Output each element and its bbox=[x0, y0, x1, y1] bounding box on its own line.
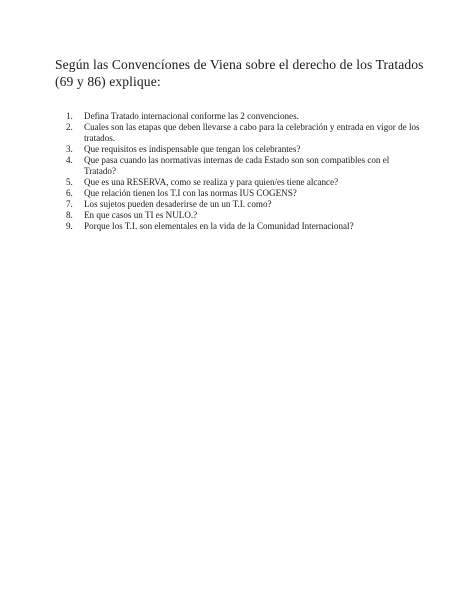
question-item bbox=[66, 111, 421, 122]
question-number: 7. bbox=[66, 199, 73, 209]
question-number: 6. bbox=[66, 188, 73, 198]
question-number: 9. bbox=[66, 221, 73, 231]
question-text: Defina Tratado internacional conforme las 2 convenciones. bbox=[84, 111, 299, 121]
question-number: 5. bbox=[66, 177, 73, 187]
document-heading: Según las Convencíones de Viena sobre el derecho de los Tratados (69 y 86) explique: bbox=[55, 57, 424, 89]
question-text: Los sujetos pueden desaderirse de un un T.I. como? bbox=[84, 199, 272, 209]
question-item bbox=[66, 122, 421, 144]
question-item bbox=[66, 188, 421, 199]
question-number: 2. bbox=[66, 122, 73, 132]
question-number: 3. bbox=[66, 144, 73, 154]
question-text: Que es una RESERVA, como se realiza y para quien/es tiene alcance? bbox=[84, 177, 339, 187]
question-item bbox=[66, 155, 421, 177]
question-text: Que requisitos es indispensable que tengan los celebrantes? bbox=[84, 144, 301, 154]
question-text: En que casos un TI es NULO.? bbox=[84, 210, 198, 220]
question-item bbox=[66, 210, 421, 221]
question-item bbox=[66, 177, 421, 188]
question-number: 1. bbox=[66, 111, 73, 121]
question-text: Que pasa cuando las normativas internas de cada Estado son son compatibles con el Tratado? bbox=[84, 155, 390, 176]
question-text: Porque los T.I. son elementales en la vida de la Comunidad Internacional? bbox=[84, 221, 354, 231]
question-list bbox=[66, 111, 421, 232]
question-item bbox=[66, 199, 421, 210]
question-text: Que relación tienen los T.I con las normas IUS COGENS? bbox=[84, 188, 297, 198]
question-text: Cuales son las etapas que deben llevarse a cabo para la celebración y entrada en vigor de los tratados. bbox=[84, 122, 420, 143]
question-item bbox=[66, 221, 421, 232]
question-number: 8. bbox=[66, 210, 73, 220]
question-item bbox=[66, 144, 421, 155]
question-number: 4. bbox=[66, 155, 73, 165]
